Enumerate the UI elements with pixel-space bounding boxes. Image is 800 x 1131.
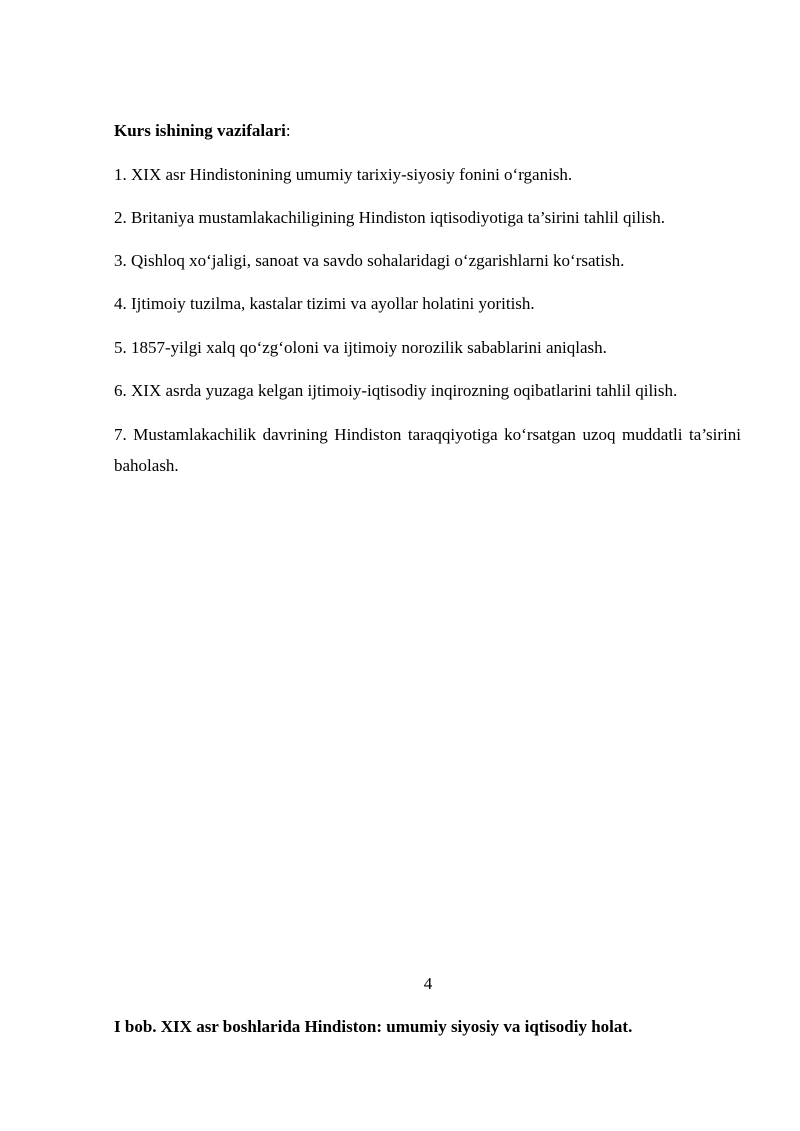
- task-item-5: 5. 1857-yilgi xalq qo‘zg‘oloni va ijtimoiy norozilik sabablarini aniqlash.: [114, 338, 607, 357]
- task-item-4: 4. Ijtimoiy tuzilma, kastalar tizimi va ayollar holatini yoritish.: [114, 294, 535, 313]
- task-item-3: 3. Qishloq xo‘jaligi, sanoat va savdo sohalaridagi o‘zgarishlarni ko‘rsatish.: [114, 251, 625, 270]
- section-heading-colon: :: [285, 121, 291, 140]
- task-item-2: 2. Britaniya mustamlakachiligining Hindiston iqtisodiyotiga ta’sirini tahlil qilish.: [114, 208, 666, 227]
- task-item-1: 1. XIX asr Hindistonining umumiy tarixiy-siyosiy fonini o‘rganish.: [114, 165, 573, 184]
- section-heading-bold: Kurs ishining vazifalari: [114, 121, 286, 140]
- section-heading: [114, 120, 291, 142]
- task-item-7: 7. Mustamlakachilik davrining Hindiston taraqqiyotiga ko‘rsatgan uzoq muddatli ta’sirini baholash.: [114, 425, 741, 475]
- page-number: 4: [423, 974, 433, 993]
- task-item-6: 6. XIX asrda yuzaga kelgan ijtimoiy-iqtisodiy inqirozning oqibatlarini tahlil qilish.: [114, 381, 678, 400]
- chapter-title: I bob. XIX asr boshlarida Hindiston: umumiy siyosiy va iqtisodiy holat.: [114, 1017, 633, 1036]
